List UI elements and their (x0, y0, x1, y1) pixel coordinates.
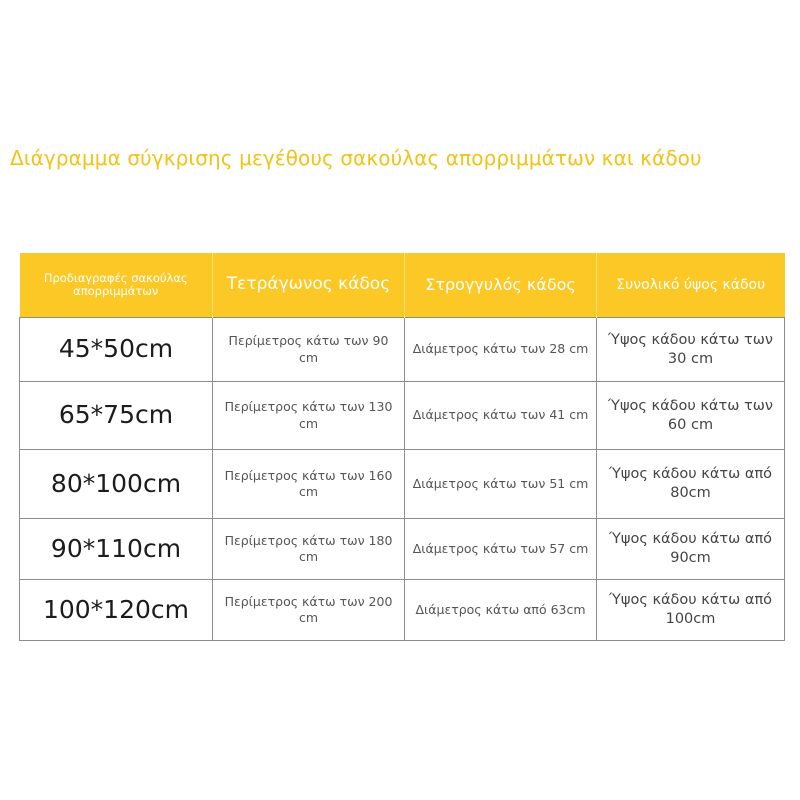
round-bin-cell: Διάμετρος κάτω των 28 cm (405, 318, 597, 382)
bin-height-cell: Ύψος κάδου κάτω των 30 cm (597, 318, 785, 382)
square-bin-cell: Περίμετρος κάτω των 200 cm (213, 580, 405, 641)
bag-size-cell: 80*100cm (20, 450, 213, 519)
header-bag-spec: Προδιαγραφές σακούλας απορριμμάτων (20, 253, 213, 318)
bin-height-cell: Ύψος κάδου κάτω των 60 cm (597, 382, 785, 450)
round-bin-cell: Διάμετρος κάτω των 41 cm (405, 382, 597, 450)
table-header-row (20, 253, 785, 318)
round-bin-cell: Διάμετρος κάτω των 57 cm (405, 519, 597, 580)
table-row (20, 519, 785, 580)
square-bin-cell: Περίμετρος κάτω των 130 cm (213, 382, 405, 450)
table-row (20, 318, 785, 382)
bag-size-cell: 90*110cm (20, 519, 213, 580)
header-bin-height: Συνολικό ύψος κάδου (597, 253, 785, 318)
size-comparison-table (19, 253, 785, 641)
bin-height-cell: Ύψος κάδου κάτω από 90cm (597, 519, 785, 580)
bag-size-cell: 65*75cm (20, 382, 213, 450)
bag-size-cell: 45*50cm (20, 318, 213, 382)
round-bin-cell: Διάμετρος κάτω από 63cm (405, 580, 597, 641)
bin-height-cell: Ύψος κάδου κάτω από 80cm (597, 450, 785, 519)
round-bin-cell: Διάμετρος κάτω των 51 cm (405, 450, 597, 519)
bin-height-cell: Ύψος κάδου κάτω από 100cm (597, 580, 785, 641)
header-square-bin: Τετράγωνος κάδος (213, 253, 405, 318)
square-bin-cell: Περίμετρος κάτω των 90 cm (213, 318, 405, 382)
square-bin-cell: Περίμετρος κάτω των 160 cm (213, 450, 405, 519)
table-row (20, 382, 785, 450)
table-row (20, 450, 785, 519)
bag-size-cell: 100*120cm (20, 580, 213, 641)
square-bin-cell: Περίμετρος κάτω των 180 cm (213, 519, 405, 580)
table-row (20, 580, 785, 641)
header-round-bin: Στρογγυλός κάδος (405, 253, 597, 318)
page-title: Διάγραμμα σύγκρισης μεγέθους σακούλας απορριμμάτων και κάδου (10, 146, 702, 170)
